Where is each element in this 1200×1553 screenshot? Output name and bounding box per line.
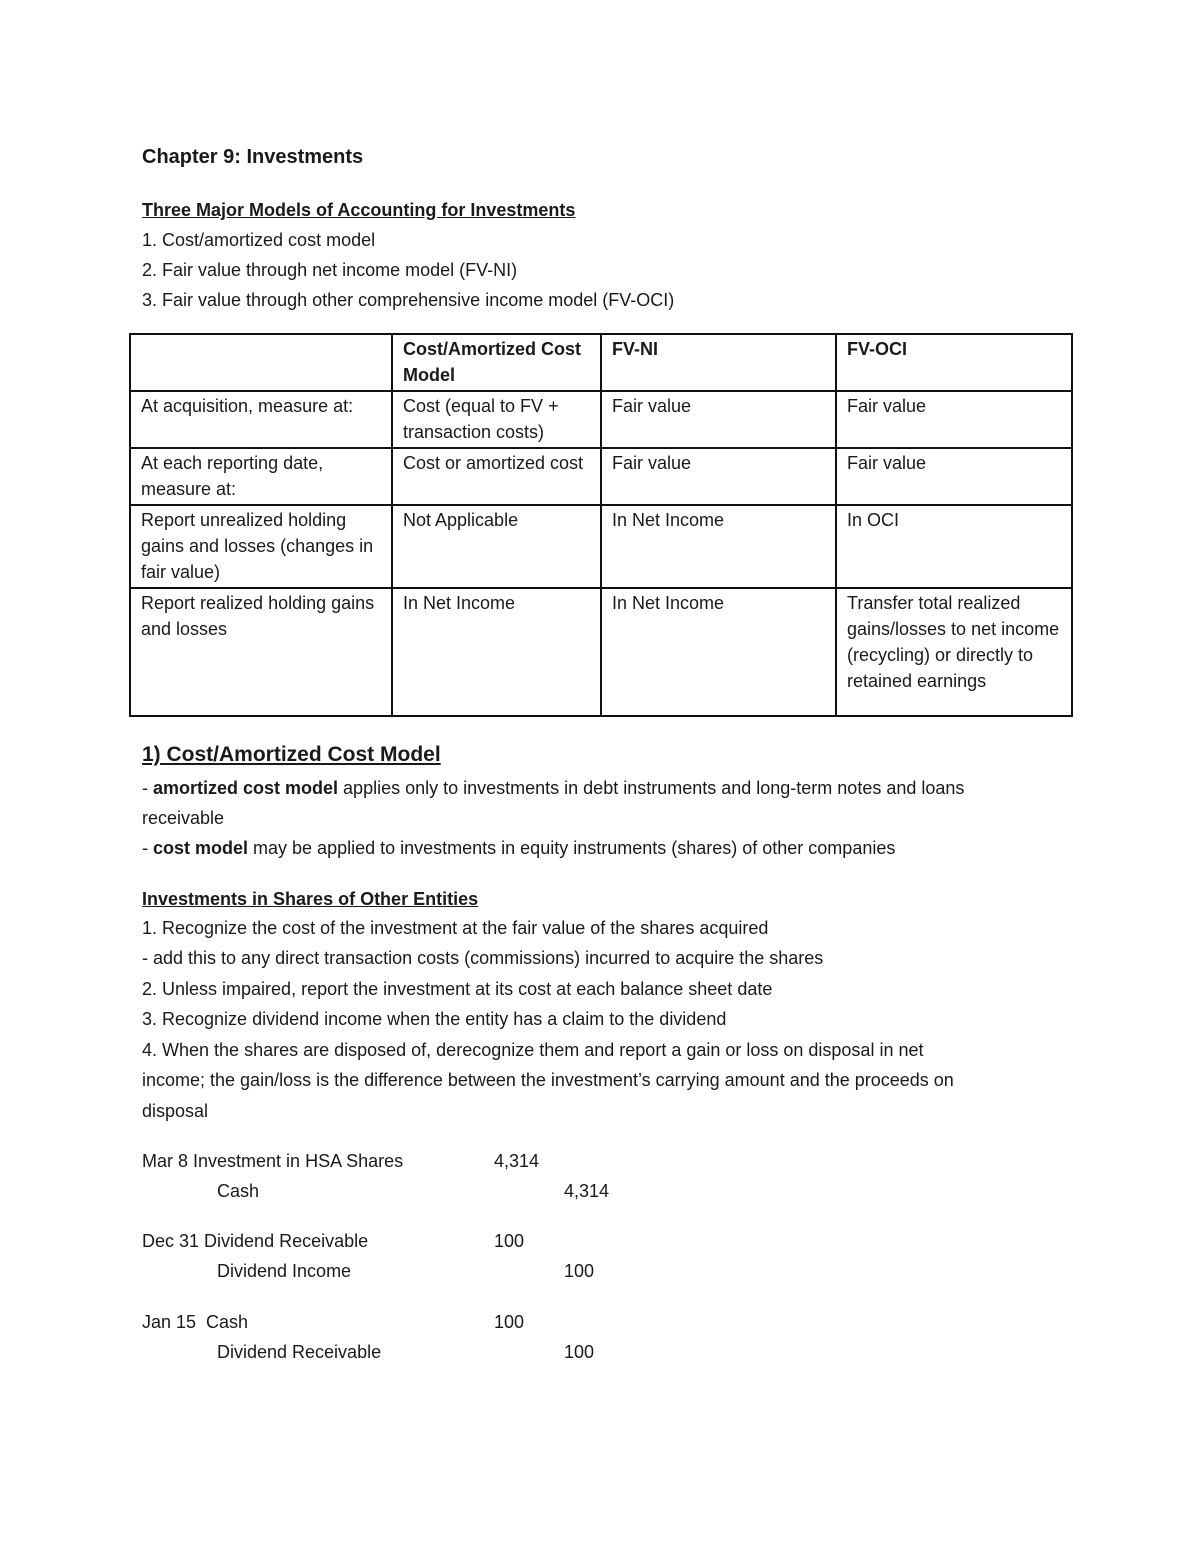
list-number: 1.	[142, 230, 158, 250]
models-heading: Three Major Models of Accounting for Investments	[142, 200, 576, 220]
shares-step	[142, 1035, 923, 1065]
journal-credit-account: Dividend Receivable	[217, 1342, 382, 1362]
table-row	[130, 505, 1072, 588]
list-number: 1.	[142, 918, 158, 938]
list-number: 4.	[142, 1040, 158, 1060]
journal-credit-amount: 4,314	[564, 1181, 610, 1201]
cost-model-line-continuation: receivable	[142, 808, 225, 828]
term-bold: cost model	[153, 838, 249, 858]
cost-model-line	[142, 833, 895, 863]
journal-debit-amount: 100	[494, 1312, 525, 1332]
table-header-cell: Cost/Amortized Cost Model	[392, 334, 601, 391]
table-cell: Report realized holding gains and losses	[130, 588, 392, 716]
table-cell: In Net Income	[392, 588, 601, 716]
journal-debit-line: Dec 31 Dividend Receivable	[142, 1231, 369, 1251]
journal-credit-amount: 100	[564, 1261, 595, 1281]
journal-credit-account: Cash	[217, 1181, 260, 1201]
models-list-item	[142, 255, 517, 285]
list-text: When the shares are disposed of, derecognize them and report a gain or loss on disposal in net	[157, 1040, 924, 1060]
table-cell: At each reporting date, measure at:	[130, 448, 392, 505]
line-text: applies only to investments in debt instruments and long-term notes and loans	[338, 778, 965, 798]
list-text: Fair value through net income model (FV-NI)	[157, 260, 518, 280]
term-bold: amortized cost model	[153, 778, 339, 798]
journal-credit-amount: 100	[564, 1342, 595, 1362]
table-cell: In Net Income	[601, 505, 836, 588]
table-header-row	[130, 334, 1072, 391]
list-text: Unless impaired, report the investment at its cost at each balance sheet date	[157, 979, 773, 999]
models-comparison-table	[129, 333, 1073, 717]
table-cell: Not Applicable	[392, 505, 601, 588]
table-cell: In OCI	[836, 505, 1072, 588]
table-header-cell: FV-NI	[601, 334, 836, 391]
table-cell: Fair value	[836, 448, 1072, 505]
shares-step-sub: - add this to any direct transaction costs (commissions) incurred to acquire the shares	[142, 948, 824, 968]
list-number: 2.	[142, 979, 158, 999]
list-text: Fair value through other comprehensive income model (FV-OCI)	[157, 290, 675, 310]
cost-model-heading: 1) Cost/Amortized Cost Model	[142, 743, 441, 766]
table-header-cell: FV-OCI	[836, 334, 1072, 391]
table-row	[130, 391, 1072, 448]
list-number: 3.	[142, 1009, 158, 1029]
models-list-item	[142, 285, 674, 315]
table-cell: Fair value	[601, 391, 836, 448]
cost-model-line	[142, 773, 964, 803]
journal-credit-account: Dividend Income	[217, 1261, 352, 1281]
list-text: Recognize the cost of the investment at the fair value of the shares acquired	[157, 918, 769, 938]
table-cell: At acquisition, measure at:	[130, 391, 392, 448]
bullet-dash: -	[142, 778, 153, 798]
list-number: 3.	[142, 290, 158, 310]
line-text: may be applied to investments in equity instruments (shares) of other companies	[248, 838, 896, 858]
shares-step-continuation: income; the gain/loss is the difference between the investment’s carrying amount and the proceeds on	[142, 1070, 954, 1090]
shares-heading: Investments in Shares of Other Entities	[142, 889, 479, 909]
table-row	[130, 448, 1072, 505]
shares-step	[142, 913, 768, 943]
journal-debit-amount: 4,314	[494, 1151, 540, 1171]
shares-step	[142, 1004, 726, 1034]
list-text: Recognize dividend income when the entity has a claim to the dividend	[157, 1009, 727, 1029]
table-cell: Cost (equal to FV + transaction costs)	[392, 391, 601, 448]
table-cell: Cost or amortized cost	[392, 448, 601, 505]
table-row	[130, 588, 1072, 716]
list-number: 2.	[142, 260, 158, 280]
journal-debit-amount: 100	[494, 1231, 525, 1251]
list-text: Cost/amortized cost model	[157, 230, 376, 250]
bullet-dash: -	[142, 838, 153, 858]
table-cell: Report unrealized holding gains and losses (changes in fair value)	[130, 505, 392, 588]
table-header-cell	[130, 334, 392, 391]
table-cell: Transfer total realized gains/losses to net income (recycling) or directly to retained earnings	[836, 588, 1072, 716]
journal-debit-line: Mar 8 Investment in HSA Shares	[142, 1151, 404, 1171]
table-cell: Fair value	[601, 448, 836, 505]
journal-debit-line: Jan 15 Cash	[142, 1312, 249, 1332]
models-list-item	[142, 225, 375, 255]
chapter-title: Chapter 9: Investments	[142, 146, 364, 168]
table-cell: Fair value	[836, 391, 1072, 448]
table-cell: In Net Income	[601, 588, 836, 716]
shares-step	[142, 974, 772, 1004]
shares-step-continuation: disposal	[142, 1101, 209, 1121]
